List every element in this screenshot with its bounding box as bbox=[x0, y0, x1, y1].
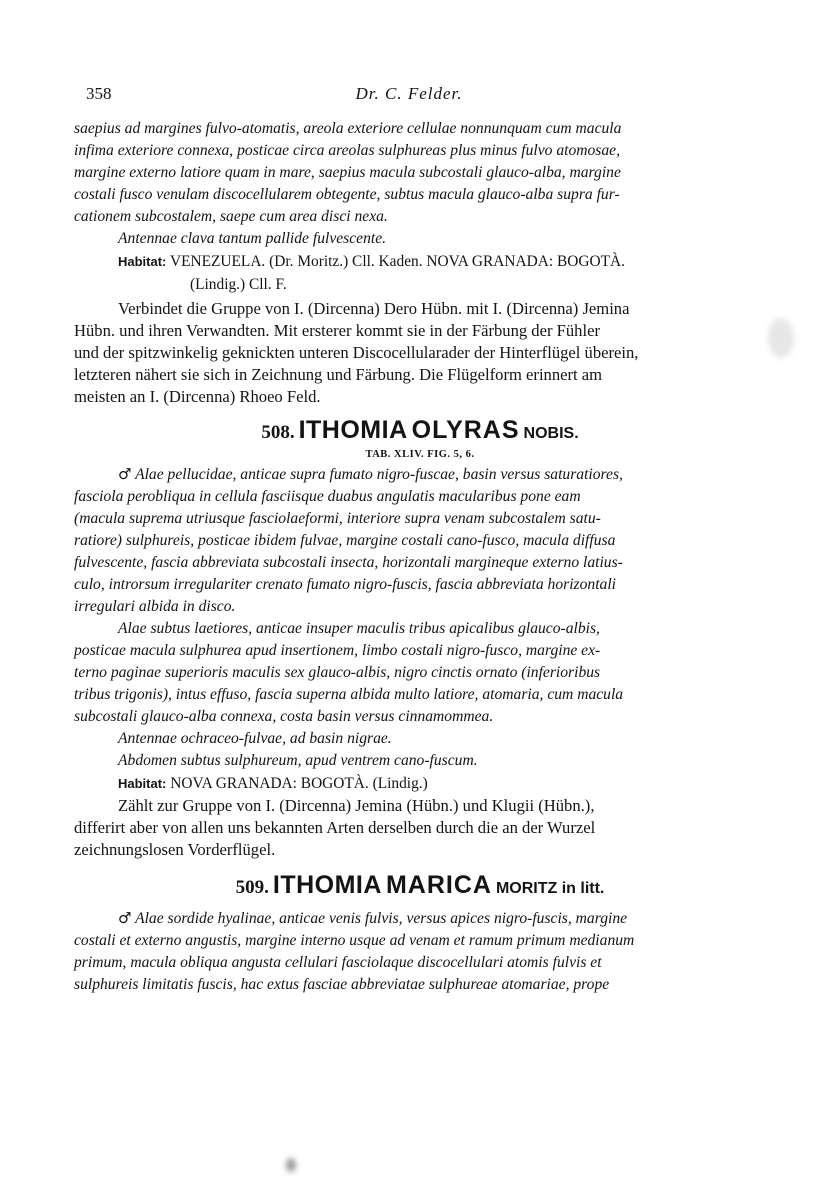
species-author: MORITZ in litt. bbox=[495, 880, 605, 897]
text-line: differirt aber von allen uns bekannten Arten derselben durch die an der Wurzel bbox=[74, 818, 596, 837]
text-line: sulphureis limitatis fuscis, hac extus fasciae abbreviatae sulphureae atomariae, prope bbox=[74, 976, 610, 993]
description bbox=[74, 907, 766, 996]
text-line: cationem subcostalem, saepe cum area disci nexa. bbox=[74, 208, 388, 225]
scan-smudge bbox=[768, 318, 794, 358]
text-line: posticae macula sulphurea apud insertionem, limbo costali nigro-fusco, margine ex- bbox=[74, 642, 601, 659]
habitat-label: Habitat: bbox=[118, 254, 167, 269]
species-heading-508 bbox=[74, 415, 766, 449]
genus-name: ITHOMIA bbox=[298, 416, 408, 444]
text-line: Zählt zur Gruppe von I. (Dircenna) Jemina (Hübn.) und Klugii (Hübn.), bbox=[118, 796, 595, 815]
species-number: 508. bbox=[261, 422, 295, 443]
text-line: costali fusco venulam discocellularem obtegente, subtus macula glauco-alba supra fur- bbox=[74, 186, 620, 203]
scan-smudge bbox=[286, 1158, 296, 1172]
text-line: letzteren nähert sie sich in Zeichnung und Färbung. Die Flügelform erinnert am bbox=[74, 365, 603, 384]
page-body bbox=[74, 118, 766, 996]
german-remarks bbox=[74, 795, 766, 861]
text-line: Alae subtus laetiores, anticae insuper maculis tribus apicalibus glauco-albis, bbox=[118, 620, 600, 637]
text-line bbox=[74, 907, 766, 930]
species-name: MARICA bbox=[385, 871, 492, 899]
text-line: fasciola perobliqua in cellula fasciisque duabus angulatis macularibus pone eam bbox=[74, 488, 581, 505]
text-line: Verbindet die Gruppe von I. (Dircenna) Dero Hübn. mit I. (Dircenna) Jemina bbox=[118, 299, 630, 318]
text-line: fulvescente, fascia abbreviata subcostali insecta, horizontali margineque externo latius- bbox=[74, 554, 623, 571]
text-line-body: Alae pellucidae, anticae supra fumato nigro-fuscae, basin versus saturatiores, bbox=[135, 466, 623, 483]
plate-reference: TAB. XLIV. FIG. 5, 6. bbox=[365, 449, 475, 460]
page-header bbox=[86, 84, 732, 106]
text-line bbox=[74, 463, 766, 486]
text-line: ratiore) sulphureis, posticae ibidem fulvae, margine costali cano-fusco, macula diffusa bbox=[74, 532, 616, 549]
text-line: (macula suprema utriusque fasciolaeformi, interiore supra venam subcostalem satu- bbox=[74, 510, 601, 527]
text-line: irregulari albida in disco. bbox=[74, 598, 236, 615]
text-line: primum, macula obliqua angusta cellulari fasciolaque discocellulari atomis fulvis et bbox=[74, 954, 602, 971]
abdomen-note: Abdomen subtus sulphureum, apud ventrem cano-fuscum. bbox=[118, 752, 478, 769]
antennae-note: Antennae clava tantum pallide fulvescente. bbox=[118, 230, 387, 247]
habitat-label: Habitat: bbox=[118, 776, 167, 791]
male-symbol-icon: ♂ bbox=[118, 465, 132, 483]
text-line: zeichnungslosen Vorderflügel. bbox=[74, 840, 276, 859]
text-line: und der spitzwinkelig geknickten unteren Discocellularader der Hinterflügel überein, bbox=[74, 343, 639, 362]
species-heading-509 bbox=[74, 870, 766, 904]
running-head: Dr. C. Felder. bbox=[355, 84, 463, 103]
text-line: meisten an I. (Dircenna) Rhoeo Feld. bbox=[74, 387, 321, 406]
text-line: culo, introrsum irregulariter crenato fumato nigro-fuscis, fascia abbreviata horizontali bbox=[74, 576, 617, 593]
text-line: margine externo latiore quam in mare, saepius macula subcostali glauco-alba, margine bbox=[74, 164, 621, 181]
antennae-note: Antennae ochraceo-fulvae, ad basin nigrae. bbox=[118, 730, 392, 747]
text-line-body: Alae sordide hyalinae, anticae venis fulvis, versus apices nigro-fuscis, margine bbox=[135, 910, 628, 927]
male-symbol-icon: ♂ bbox=[118, 909, 132, 927]
text-line: Hübn. und ihren Verwandten. Mit ersterer kommt sie in der Färbung der Fühler bbox=[74, 321, 600, 340]
habitat-text: NOVA GRANADA: BOGOTÀ. (Lindig.) bbox=[170, 775, 428, 792]
german-remarks bbox=[74, 298, 766, 408]
habitat-block bbox=[74, 772, 766, 795]
description-under bbox=[74, 618, 766, 728]
text-line: tribus trigonis), intus effuso, fascia superna albida multo latiore, atomaria, cum macula bbox=[74, 686, 624, 703]
description-upper bbox=[74, 463, 766, 618]
page-number: 358 bbox=[86, 84, 112, 103]
text-line: terno paginae superioris maculis sex glauco-albis, nigro cinctis ornato (inferioribus bbox=[74, 664, 601, 681]
species-number: 509. bbox=[235, 877, 269, 898]
genus-name: ITHOMIA bbox=[272, 871, 382, 899]
text-line: saepius ad margines fulvo-atomatis, areola exteriore cellulae nonnunquam cum macula bbox=[74, 120, 622, 137]
text-line: infima exteriore connexa, posticae circa areolas sulphureas plus minus fulvo atomosae, bbox=[74, 142, 620, 159]
continuation-description bbox=[74, 118, 766, 228]
habitat-text-cont: (Lindig.) Cll. F. bbox=[190, 276, 287, 293]
text-line: subcostali glauco-alba connexa, costa basin versus cinnamommea. bbox=[74, 708, 494, 725]
text-line: costali et externo angustis, margine interno usque ad venam et ramum primum medianum bbox=[74, 932, 635, 949]
habitat-text: VENEZUELA. (Dr. Moritz.) Cll. Kaden. NOVA GRANADA: BOGOTÀ. bbox=[169, 253, 625, 270]
species-name: OLYRAS bbox=[411, 416, 520, 444]
habitat-block bbox=[74, 250, 766, 296]
species-author: NOBIS. bbox=[523, 425, 579, 442]
